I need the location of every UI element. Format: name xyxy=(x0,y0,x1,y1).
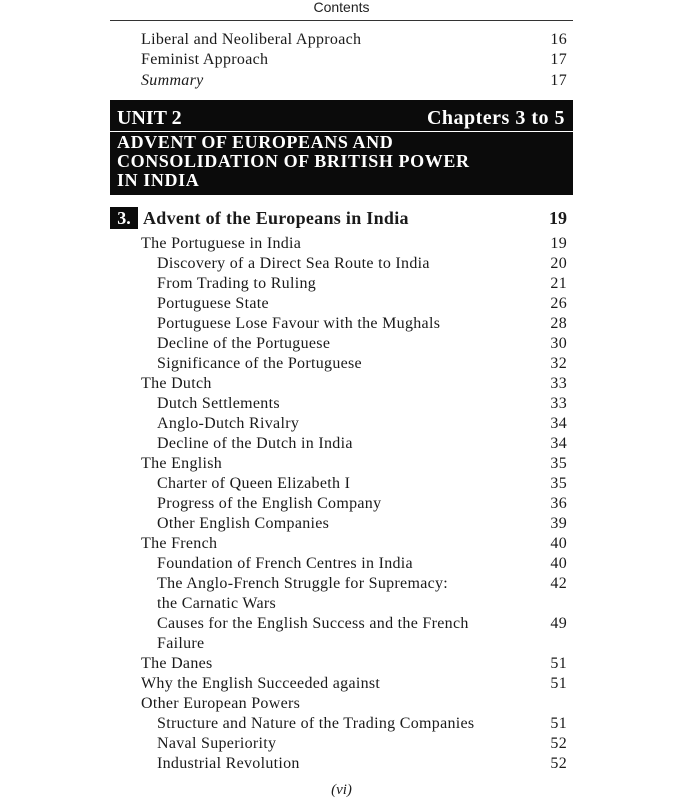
toc-entry-page: 17 xyxy=(550,51,567,68)
unit-title-line: IN INDIA xyxy=(117,170,200,190)
toc-subentry xyxy=(0,614,683,634)
toc-entry-page: 34 xyxy=(550,415,567,432)
toc-entry-page: 49 xyxy=(550,615,567,632)
toc-subentry xyxy=(0,574,683,594)
toc-entry xyxy=(0,534,683,554)
toc-entry xyxy=(0,374,683,394)
unit-label: UNIT 2 xyxy=(117,107,182,129)
unit-banner xyxy=(110,100,573,195)
toc-subentry xyxy=(0,314,683,334)
toc-entry-page: 33 xyxy=(550,395,567,412)
chapter-number: 3. xyxy=(110,207,138,229)
toc-subentry xyxy=(0,554,683,574)
toc-entry-page: 36 xyxy=(550,495,567,512)
toc-entry-page: 20 xyxy=(550,255,567,272)
toc-entry-title: Charter of Queen Elizabeth I xyxy=(157,475,351,492)
toc-entry xyxy=(0,674,683,694)
toc-entry-title: the Carnatic Wars xyxy=(157,595,277,612)
toc-subentry xyxy=(0,394,683,414)
toc-entry-title: Discovery of a Direct Sea Route to India xyxy=(157,255,430,272)
toc-entry-title: Feminist Approach xyxy=(141,51,269,68)
toc-entry-title: Failure xyxy=(157,635,205,652)
toc-entry-title: Liberal and Neoliberal Approach xyxy=(141,31,362,48)
toc-entry-title: Naval Superiority xyxy=(157,735,277,752)
toc-entry-title: The Dutch xyxy=(141,375,212,392)
toc-entry-title: Industrial Revolution xyxy=(157,755,300,772)
toc-entry-page: 35 xyxy=(550,475,567,492)
toc-entry-page: 51 xyxy=(550,715,567,732)
unit-title-line: ADVENT OF EUROPEANS AND xyxy=(117,132,394,152)
toc-subentry xyxy=(0,334,683,354)
toc-entry xyxy=(0,234,683,254)
toc-entry-title: Significance of the Portuguese xyxy=(157,355,362,372)
toc-entry-page: 52 xyxy=(550,755,567,772)
toc-subentry xyxy=(0,354,683,374)
toc-subentry xyxy=(0,714,683,734)
toc-entry-title: Anglo-Dutch Rivalry xyxy=(157,415,300,432)
toc-entry-page: 16 xyxy=(550,31,567,48)
toc-entry-page: 52 xyxy=(550,735,567,752)
unit-chapters: Chapters 3 to 5 xyxy=(426,107,565,129)
toc-entry-page: 42 xyxy=(550,575,567,592)
toc-subentry xyxy=(0,434,683,454)
toc-entry-title: The Anglo-French Struggle for Supremacy: xyxy=(157,575,449,592)
toc-subentry xyxy=(0,294,683,314)
page-number: (vi) xyxy=(331,782,352,798)
toc-entry-page: 33 xyxy=(550,375,567,392)
unit-title xyxy=(117,133,565,190)
toc-entry-title: The English xyxy=(141,455,223,472)
toc-entry-page: 19 xyxy=(550,235,567,252)
toc-entry-page: 21 xyxy=(550,275,567,292)
toc-entry-page: 32 xyxy=(550,355,567,372)
toc-subentry xyxy=(0,494,683,514)
toc-entry-title: Causes for the English Success and the French xyxy=(157,615,469,632)
toc-entry-title: Progress of the English Company xyxy=(157,495,382,512)
toc-subentry-continuation xyxy=(0,594,683,614)
toc-entry-title: The Portuguese in India xyxy=(141,235,302,252)
toc-entry-title: Dutch Settlements xyxy=(157,395,280,412)
chapter-title: Advent of the Europeans in India xyxy=(143,208,409,228)
toc-entry-title: Portuguese Lose Favour with the Mughals xyxy=(157,315,441,332)
toc-entry-title: Why the English Succeeded against xyxy=(141,675,381,692)
toc-entry-title: Other English Companies xyxy=(157,515,330,532)
header-rule xyxy=(110,20,573,21)
toc-entry xyxy=(0,654,683,674)
toc-subentry xyxy=(0,514,683,534)
toc-entry-page: 40 xyxy=(550,555,567,572)
toc-entry xyxy=(0,71,683,91)
toc-entry-title: Foundation of French Centres in India xyxy=(157,555,413,572)
toc-subentry xyxy=(0,254,683,274)
toc-entry xyxy=(0,454,683,474)
toc-entry xyxy=(0,50,683,70)
toc-entry-title: Structure and Nature of the Trading Companies xyxy=(157,715,475,732)
toc-entry-page: 28 xyxy=(550,315,567,332)
toc-subentry xyxy=(0,754,683,774)
toc-entry-title: From Trading to Ruling xyxy=(157,275,317,292)
toc-entry-title: The Danes xyxy=(141,655,213,672)
toc-entry-page: 51 xyxy=(550,675,567,692)
toc-entry-page: 17 xyxy=(550,72,567,89)
toc-entry xyxy=(0,30,683,50)
toc-entry-title: Decline of the Portuguese xyxy=(157,335,331,352)
toc-entry-title: Other European Powers xyxy=(141,695,301,712)
toc-subentry xyxy=(0,274,683,294)
unit-title-line: CONSOLIDATION OF BRITISH POWER xyxy=(117,151,470,171)
toc-entry-page: 34 xyxy=(550,435,567,452)
toc-entry-page: 26 xyxy=(550,295,567,312)
chapter-heading xyxy=(0,206,683,230)
toc-entry-page: 40 xyxy=(550,535,567,552)
toc-subentry xyxy=(0,474,683,494)
toc-entry-page: 35 xyxy=(550,455,567,472)
unit-header-row xyxy=(117,104,565,132)
toc-subentry-continuation xyxy=(0,634,683,654)
toc-entry xyxy=(0,694,683,714)
toc-subentry xyxy=(0,734,683,754)
toc-entry-title: The French xyxy=(141,535,218,552)
toc-entry-title: Decline of the Dutch in India xyxy=(157,435,353,452)
toc-subentry xyxy=(0,414,683,434)
toc-entry-page: 51 xyxy=(550,655,567,672)
running-header: Contents xyxy=(313,0,370,15)
toc-entry-page: 30 xyxy=(550,335,567,352)
toc-entry-title: Portuguese State xyxy=(157,295,269,312)
chapter-page: 19 xyxy=(549,208,567,228)
toc-entry-page: 39 xyxy=(550,515,567,532)
toc-entry-title: Summary xyxy=(141,72,204,89)
